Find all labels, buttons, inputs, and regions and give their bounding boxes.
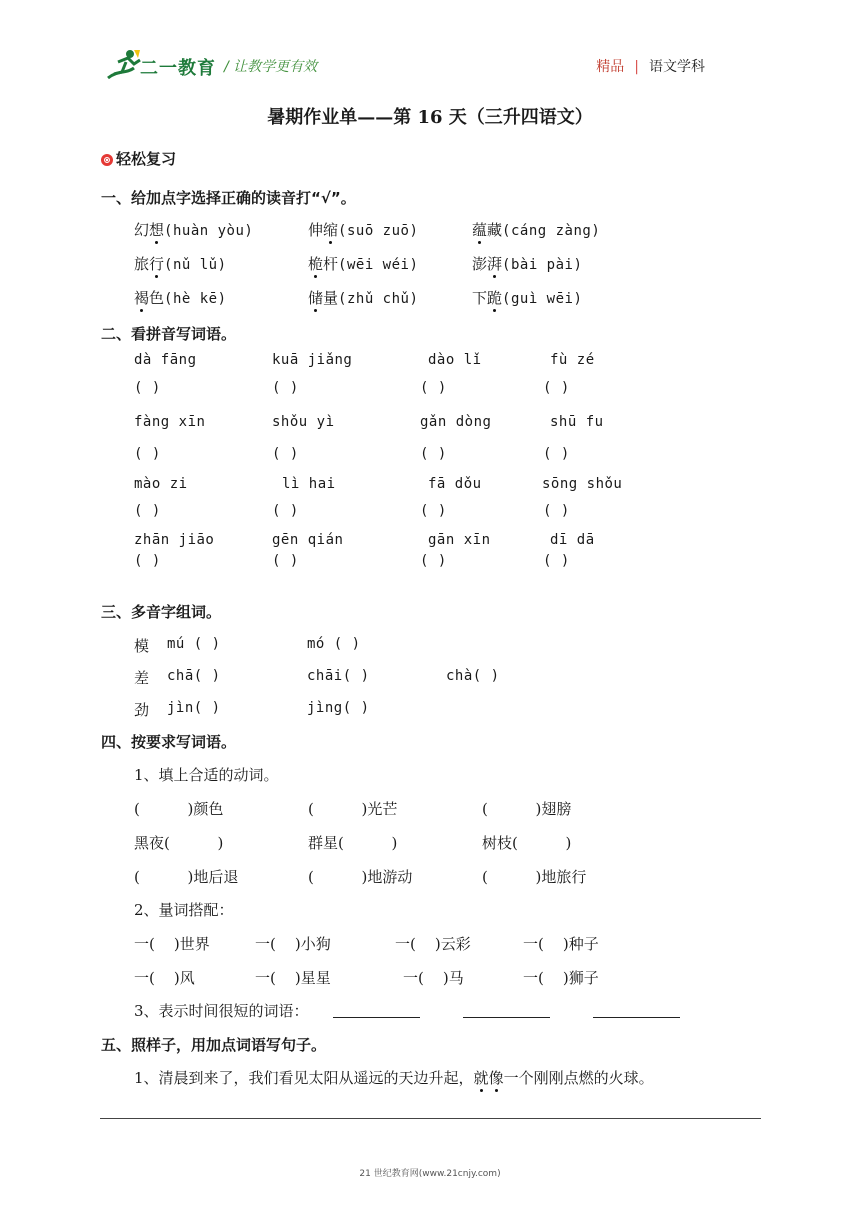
verb-blank[interactable]: ( )颜色 <box>134 800 224 818</box>
pinyin-prompt: zhān jiāo <box>134 532 215 548</box>
answer-blank[interactable]: ( ) <box>543 553 570 569</box>
dotted-char-jiu: 就 <box>473 1069 489 1087</box>
verb-blank[interactable]: ( )地旅行 <box>482 868 587 886</box>
pinyin-prompt: shǒu yì <box>272 414 335 430</box>
pinyin-prompt: gǎn dòng <box>420 414 492 430</box>
answer-blank[interactable]: ( ) <box>420 553 447 569</box>
word-char: 幻 <box>134 221 150 239</box>
pinyin-prompt: shū fu <box>550 414 604 430</box>
word-char: 旅 <box>134 255 150 273</box>
measure-blank[interactable]: 一( )风 <box>134 969 195 987</box>
answer-blank[interactable]: ( ) <box>272 503 299 519</box>
polyphone-blank[interactable]: chà( ) <box>446 668 500 684</box>
verb-blank[interactable]: 黑夜( ) <box>134 834 224 852</box>
answer-blank[interactable]: ( ) <box>134 503 161 519</box>
q5-heading: 五、照样子，用加点词语写句子。 <box>101 1036 327 1054</box>
word-char: 藏 <box>487 221 503 239</box>
verb-blank[interactable]: 树枝( ) <box>482 834 572 852</box>
word-char: 量 <box>323 289 339 307</box>
verb-blank[interactable]: ( )地游动 <box>308 868 413 886</box>
pinyin-options: (zhǔ chǔ) <box>338 291 419 307</box>
pinyin-options: (hè kē) <box>164 291 227 307</box>
polyphone-blank[interactable]: jìng( ) <box>307 700 370 716</box>
polyphone-blank[interactable]: chā( ) <box>167 668 221 684</box>
q1-item <box>472 287 582 308</box>
word-char: 澎 <box>472 255 488 273</box>
q1-item <box>472 219 600 240</box>
dotted-char: 褐 <box>134 289 150 307</box>
polyphone-blank[interactable]: mó ( ) <box>307 636 361 652</box>
pinyin-prompt: dà fāng <box>134 352 197 368</box>
answer-blank[interactable]: ( ) <box>272 380 299 396</box>
q1-heading: 一、给加点字选择正确的读音打“√”。 <box>101 189 356 207</box>
pinyin-prompt: fàng xīn <box>134 414 206 430</box>
answer-blank[interactable]: ( ) <box>543 380 570 396</box>
header-right <box>596 56 705 76</box>
pinyin-prompt: mào zi <box>134 476 188 492</box>
pinyin-options: (huàn yòu) <box>164 223 254 239</box>
polyphone-blank[interactable]: jìn( ) <box>167 700 221 716</box>
answer-blank[interactable]: ( ) <box>543 503 570 519</box>
polyphone-blank[interactable]: chāi( ) <box>307 668 370 684</box>
pinyin-options: (nǔ lǔ) <box>164 257 227 273</box>
polyphone-char: 模 <box>134 637 150 655</box>
pinyin-prompt: fā dǒu <box>428 476 482 492</box>
polyphone-char: 差 <box>134 669 150 687</box>
section-review: 轻松复习 <box>101 148 176 169</box>
answer-blank[interactable]: ( ) <box>543 446 570 462</box>
dotted-char: 行 <box>149 255 165 273</box>
verb-blank[interactable]: ( )翅膀 <box>482 800 572 818</box>
word-char: 杆 <box>323 255 339 273</box>
pinyin-prompt: fù zé <box>550 352 595 368</box>
word-char: 色 <box>149 289 165 307</box>
q1-item <box>134 287 227 308</box>
measure-blank[interactable]: 一( )云彩 <box>395 935 471 953</box>
verb-blank[interactable]: ( )地后退 <box>134 868 239 886</box>
q5-sentence: 1、清晨到来了，我们看见太阳从遥远的天边升起，就像一个刚刚点燃的火球。 <box>134 1069 654 1087</box>
logo-text: 二一教育 <box>140 58 216 79</box>
pinyin-prompt: dī dā <box>550 532 595 548</box>
q1-item <box>134 253 227 274</box>
dotted-char: 储 <box>308 289 324 307</box>
q3-heading: 三、多音字组词。 <box>101 603 222 621</box>
answer-line-2[interactable] <box>463 1017 550 1018</box>
measure-blank[interactable]: 一( )小狗 <box>255 935 331 953</box>
measure-blank[interactable]: 一( )星星 <box>255 969 331 987</box>
q1-item <box>472 253 582 274</box>
answer-blank[interactable]: ( ) <box>420 503 447 519</box>
pinyin-prompt: sōng shǒu <box>542 476 623 492</box>
divider: | <box>634 59 639 75</box>
page-title: 暑期作业单——第 16 天（三升四语文） <box>267 107 593 128</box>
answer-blank[interactable]: ( ) <box>272 553 299 569</box>
answer-blank[interactable]: ( ) <box>134 380 161 396</box>
pinyin-prompt: gān xīn <box>428 532 491 548</box>
pinyin-options: (suō zuō) <box>338 223 419 239</box>
polyphone-blank[interactable]: mú ( ) <box>167 636 221 652</box>
answer-blank[interactable]: ( ) <box>420 380 447 396</box>
measure-blank[interactable]: 一( )狮子 <box>523 969 599 987</box>
footer-text: 21 世纪教育网(www.21cnjy.com) <box>359 1169 501 1179</box>
verb-blank[interactable]: ( )光芒 <box>308 800 398 818</box>
polyphone-char: 劲 <box>134 701 150 719</box>
pinyin-options: (cáng zàng) <box>502 223 601 239</box>
dotted-char: 湃 <box>487 255 503 273</box>
q1-item <box>308 287 418 308</box>
dotted-char-xiang: 像 <box>488 1069 504 1087</box>
dotted-char: 想 <box>149 221 165 239</box>
measure-blank[interactable]: 一( )马 <box>403 969 464 987</box>
answer-blank[interactable]: ( ) <box>420 446 447 462</box>
q4-sub2: 2、量词搭配： <box>134 901 234 919</box>
pinyin-options: (bài pài) <box>502 257 583 273</box>
measure-blank[interactable]: 一( )种子 <box>523 935 599 953</box>
answer-blank[interactable]: ( ) <box>134 446 161 462</box>
slogan: / 让教学更有效 <box>224 59 318 75</box>
pinyin-prompt: gēn qián <box>272 532 344 548</box>
target-icon <box>101 154 113 166</box>
pinyin-options: (guì wēi) <box>502 291 583 307</box>
q1-item <box>308 219 418 240</box>
q4-sub1: 1、填上合适的动词。 <box>134 766 279 784</box>
dotted-char: 桅 <box>308 255 324 273</box>
q4-heading: 四、按要求写词语。 <box>101 733 237 751</box>
pinyin-options: (wēi wéi) <box>338 257 419 273</box>
answer-line-1[interactable] <box>333 1017 420 1018</box>
verb-blank[interactable]: 群星( ) <box>308 834 398 852</box>
q1-item <box>134 219 253 240</box>
q4-sub3: 3、表示时间很短的词语： <box>134 1002 309 1020</box>
word-char: 下 <box>472 289 488 307</box>
dotted-char: 缩 <box>323 221 339 239</box>
pinyin-prompt: kuā jiǎng <box>272 352 353 368</box>
answer-blank[interactable]: ( ) <box>134 553 161 569</box>
measure-blank[interactable]: 一( )世界 <box>134 935 210 953</box>
answer-line-3[interactable] <box>593 1017 680 1018</box>
answer-blank[interactable]: ( ) <box>272 446 299 462</box>
pinyin-prompt: dào lǐ <box>428 352 482 368</box>
footer-divider <box>100 1118 761 1119</box>
word-char: 伸 <box>308 221 324 239</box>
subject-label: 语文学科 <box>649 59 705 75</box>
pinyin-prompt: lì hai <box>282 476 336 492</box>
q2-heading: 二、看拼音写词语。 <box>101 325 237 343</box>
dotted-char: 蕴 <box>472 221 488 239</box>
dotted-char: 跪 <box>487 289 503 307</box>
q1-item <box>308 253 418 274</box>
badge-jingpin: 精品 <box>596 59 625 75</box>
